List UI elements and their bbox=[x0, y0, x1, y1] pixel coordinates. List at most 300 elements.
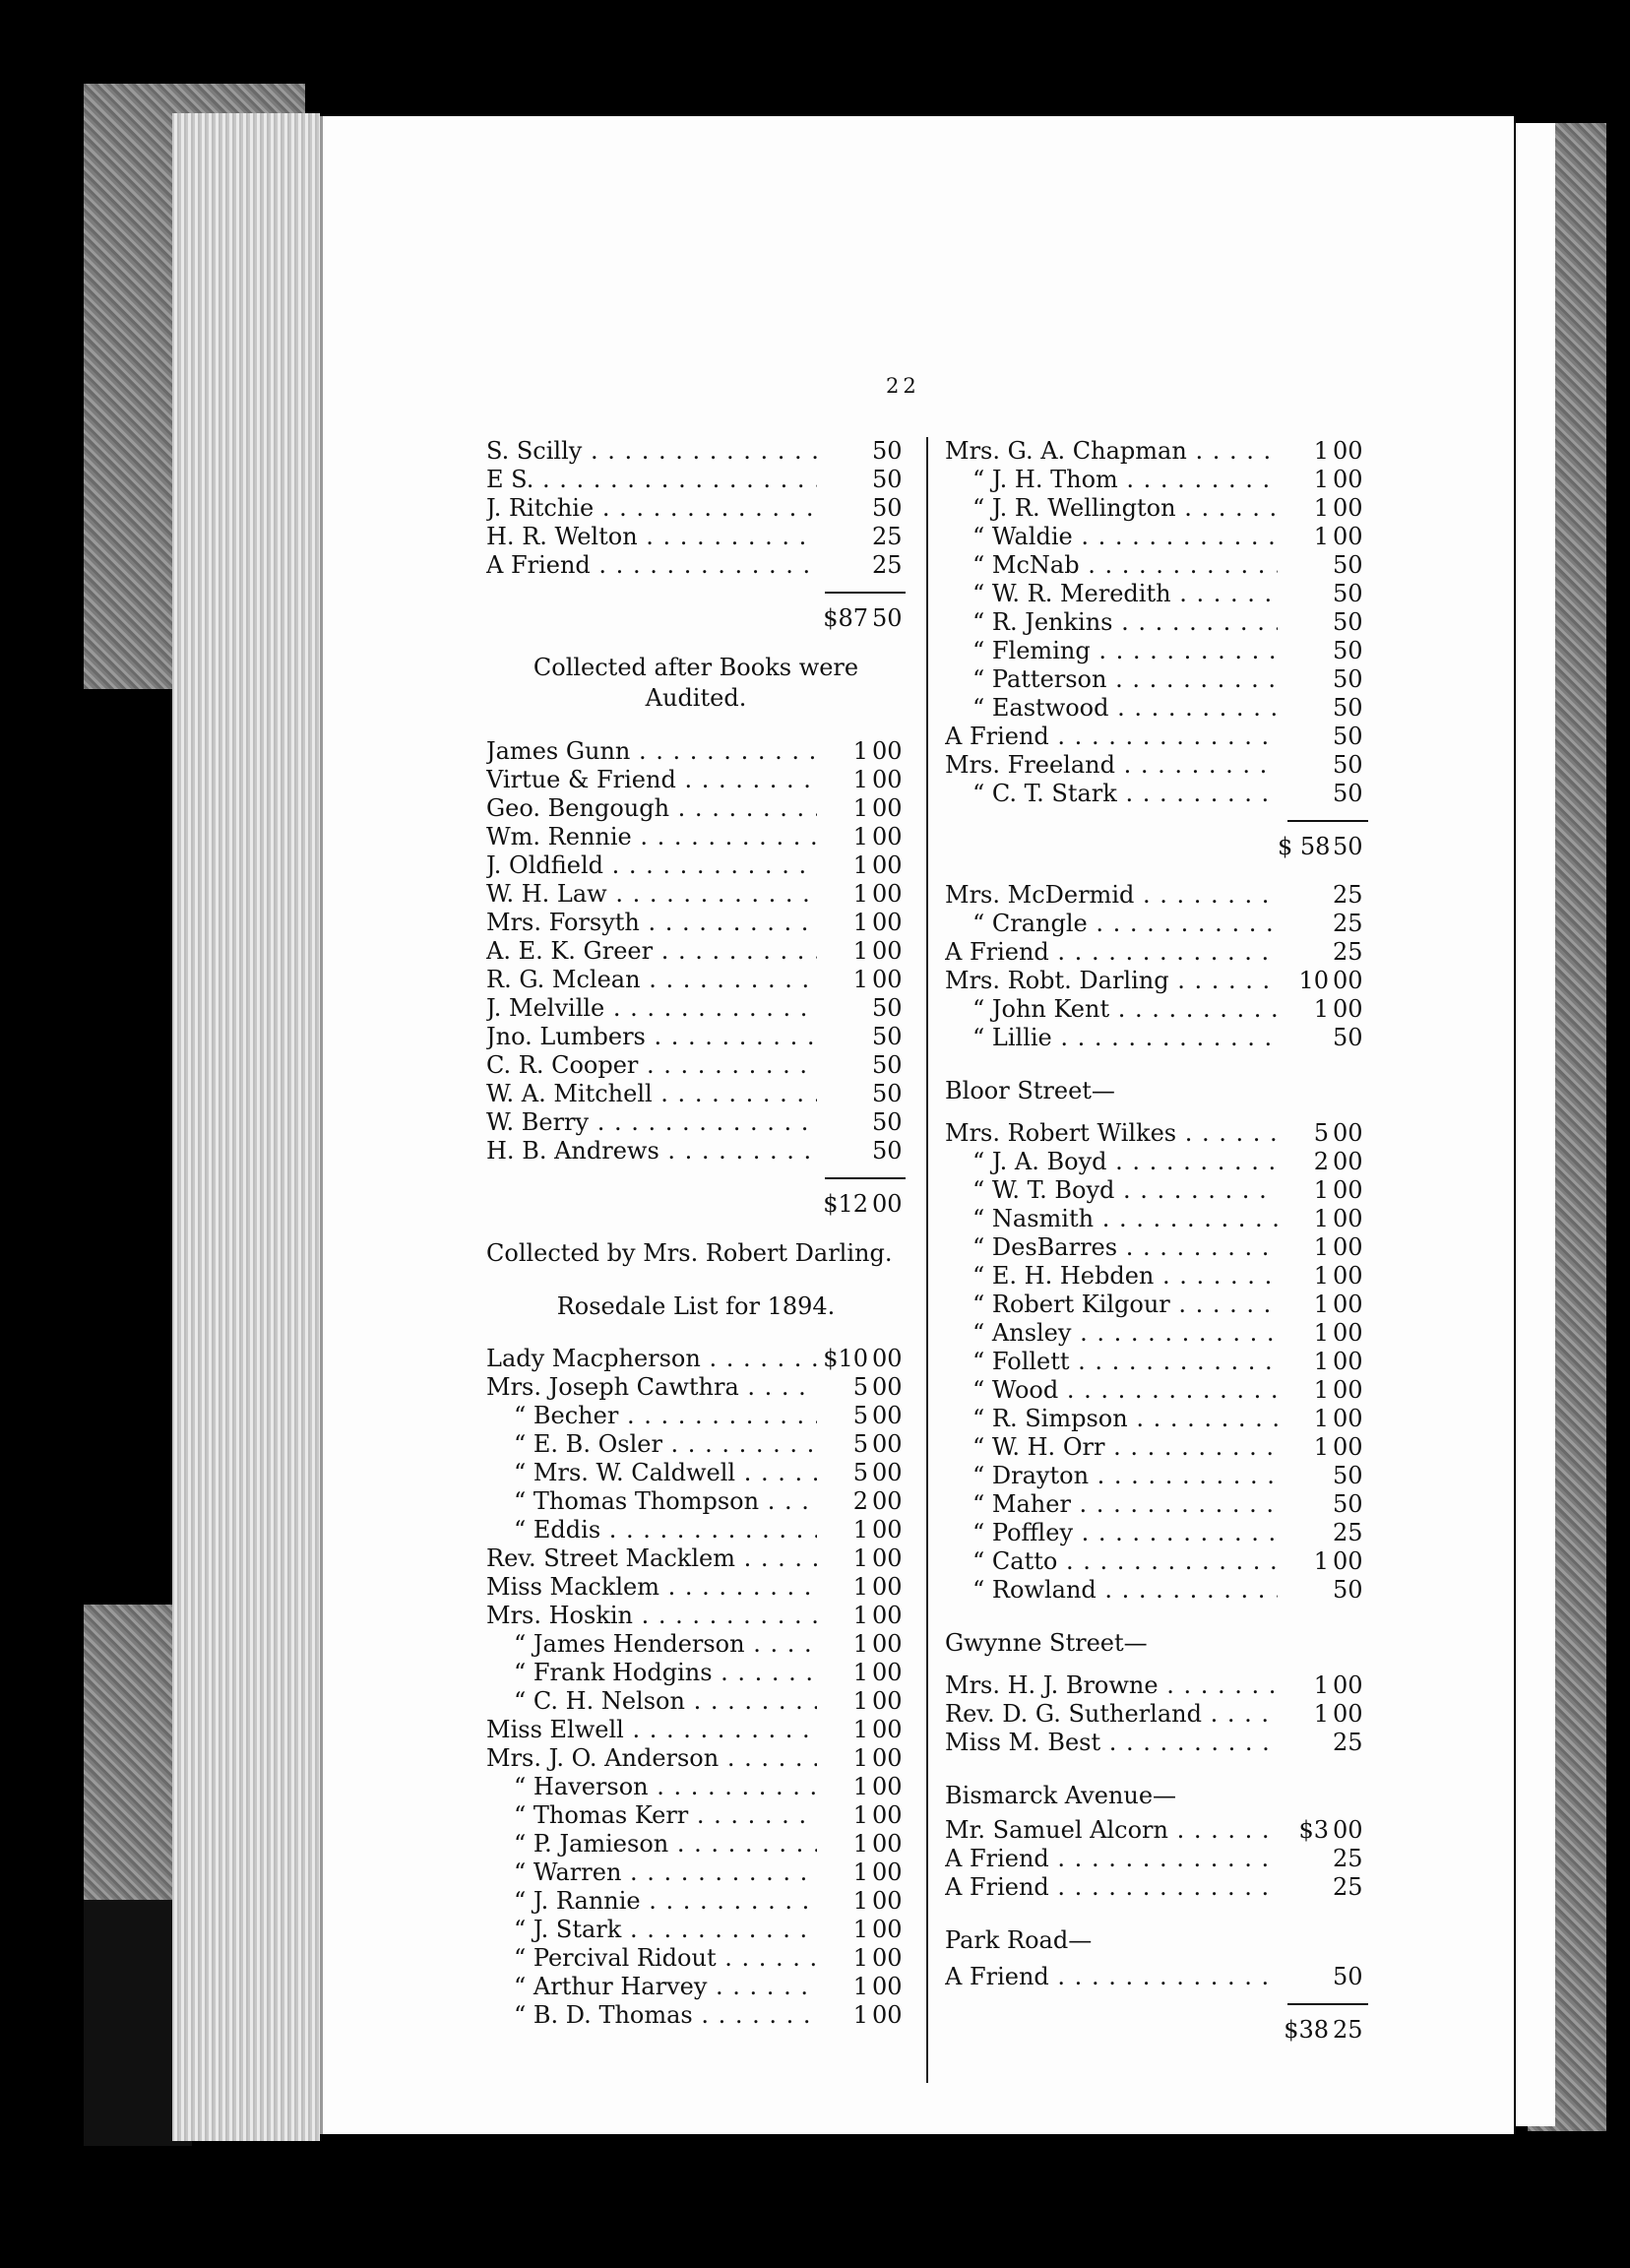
amount-cents: 50 bbox=[872, 1023, 903, 1050]
right-column bbox=[945, 437, 1366, 2050]
list-item bbox=[945, 1148, 1366, 1176]
amount-cents: 00 bbox=[872, 1373, 903, 1401]
amount-cents: 00 bbox=[1333, 1700, 1363, 1728]
amount-cents: 00 bbox=[872, 1858, 903, 1886]
amount-cents: 00 bbox=[1333, 1433, 1363, 1461]
amount-dollars: 1 bbox=[852, 1573, 868, 1601]
amount-dollars: 1 bbox=[1313, 1348, 1329, 1375]
amount-cents: 00 bbox=[872, 1402, 903, 1429]
donor-name: “ R. Simpson . . . bbox=[972, 1405, 1278, 1432]
amount-cents: 50 bbox=[1333, 608, 1363, 636]
amount-cents: 50 bbox=[1333, 780, 1363, 807]
list-item bbox=[945, 1405, 1366, 1433]
list-item bbox=[486, 1659, 906, 1687]
list-item bbox=[945, 466, 1366, 494]
donor-name: H. B. Andrews . . . bbox=[486, 1137, 817, 1165]
list-item bbox=[945, 751, 1366, 780]
donor-name: A Friend . . . bbox=[945, 938, 1278, 966]
audited-entries-list bbox=[486, 737, 906, 1166]
donor-name: “ Waldie . . . bbox=[972, 523, 1278, 550]
amount-dollars: 1 bbox=[852, 1801, 868, 1829]
list-item bbox=[486, 1830, 906, 1858]
amount-dollars: 1 bbox=[1313, 1176, 1329, 1204]
amount-dollars: 5 bbox=[852, 1430, 868, 1458]
list-item bbox=[486, 1973, 906, 2001]
donor-name: James Gunn . . . bbox=[486, 737, 817, 765]
amount-cents: 50 bbox=[1333, 1963, 1363, 1990]
amount-cents: 25 bbox=[872, 523, 903, 550]
list-item bbox=[486, 1801, 906, 1830]
donor-name: Lady Macpherson . . . bbox=[486, 1345, 817, 1372]
amount-cents: 50 bbox=[1333, 1490, 1363, 1518]
amount-cents: 25 bbox=[1333, 1845, 1363, 1872]
amount-dollars: 1 bbox=[1313, 1262, 1329, 1290]
amount-dollars: 1 bbox=[1313, 1405, 1329, 1432]
list-item bbox=[486, 1944, 906, 1973]
donor-name: R. G. Mclean . . . bbox=[486, 966, 817, 993]
amount-cents: 00 bbox=[872, 1573, 903, 1601]
list-item bbox=[486, 1544, 906, 1573]
bismarck-heading: Bismarck Avenue— bbox=[945, 1782, 1177, 1809]
park-heading: Park Road— bbox=[945, 1926, 1093, 1954]
donor-name: “ Robert Kilgour . . . bbox=[972, 1291, 1278, 1318]
donor-name: “ Crangle . . . bbox=[972, 910, 1278, 937]
total-cents: 00 bbox=[872, 1190, 903, 1218]
list-item bbox=[486, 1430, 906, 1459]
donor-name: Rev. D. G. Sutherland . . . bbox=[945, 1700, 1278, 1728]
amount-cents: 00 bbox=[1333, 1262, 1363, 1290]
donor-name: “ Becher . . . bbox=[514, 1402, 817, 1429]
amount-cents: 00 bbox=[872, 1487, 903, 1515]
donor-name: H. R. Welton . . . bbox=[486, 523, 817, 550]
amount-cents: 00 bbox=[1333, 1119, 1363, 1147]
total-dollars: $12 bbox=[823, 1190, 868, 1218]
donor-name: Wm. Rennie . . . bbox=[486, 823, 817, 850]
list-item bbox=[945, 608, 1366, 637]
amount-dollars: 1 bbox=[1313, 995, 1329, 1023]
amount-dollars: 1 bbox=[852, 909, 868, 936]
amount-dollars: 1 bbox=[852, 1602, 868, 1629]
amount-dollars: 1 bbox=[1313, 1376, 1329, 1404]
donor-name: “ J. H. Thom . . . bbox=[972, 466, 1278, 493]
amount-cents: 00 bbox=[872, 1944, 903, 1972]
donor-name: Miss Elwell . . . bbox=[486, 1716, 817, 1743]
amount-dollars: 1 bbox=[852, 794, 868, 822]
amount-cents: 00 bbox=[872, 1687, 903, 1715]
donor-name: Mrs. H. J. Browne . . . bbox=[945, 1671, 1278, 1699]
amount-dollars: 1 bbox=[852, 823, 868, 850]
amount-dollars: 1 bbox=[852, 1858, 868, 1886]
amount-cents: 00 bbox=[1333, 1376, 1363, 1404]
total-rule bbox=[1287, 2003, 1368, 2015]
amount-cents: 00 bbox=[872, 1830, 903, 1858]
amount-dollars: 1 bbox=[852, 766, 868, 793]
amount-cents: 50 bbox=[872, 437, 903, 465]
gwynne-entries-list bbox=[945, 1671, 1366, 1757]
list-item bbox=[945, 1490, 1366, 1519]
amount-cents: 50 bbox=[1333, 665, 1363, 693]
list-item bbox=[486, 1137, 906, 1166]
list-item bbox=[945, 494, 1366, 523]
page-edges bbox=[172, 113, 320, 2141]
donor-name: Mrs. J. O. Anderson . . . bbox=[486, 1744, 817, 1772]
bismarck-entries-list bbox=[945, 1816, 1366, 1902]
amount-cents: 00 bbox=[872, 1659, 903, 1686]
final-total bbox=[945, 2015, 1366, 2050]
list-item bbox=[486, 937, 906, 966]
list-item bbox=[486, 880, 906, 909]
list-item bbox=[486, 1487, 906, 1516]
donor-name: “ Fleming . . . bbox=[972, 637, 1278, 664]
donor-name: “ E. B. Osler . . . bbox=[514, 1430, 817, 1458]
donor-name: “ Eastwood . . . bbox=[972, 694, 1278, 722]
donor-name: “ Frank Hodgins . . . bbox=[514, 1659, 817, 1686]
amount-dollars: 1 bbox=[852, 2001, 868, 2029]
amount-dollars: 1 bbox=[852, 1773, 868, 1800]
donor-name: “ C. H. Nelson . . . bbox=[514, 1687, 817, 1715]
amount-cents: 00 bbox=[872, 823, 903, 850]
amount-cents: 00 bbox=[1333, 1671, 1363, 1699]
amount-dollars: 1 bbox=[852, 937, 868, 965]
amount-dollars: 1 bbox=[852, 1659, 868, 1686]
donor-name: Mr. Samuel Alcorn . . . bbox=[945, 1816, 1278, 1844]
amount-cents: 50 bbox=[1333, 751, 1363, 779]
donor-name: “ P. Jamieson . . . bbox=[514, 1830, 817, 1858]
amount-cents: 00 bbox=[872, 1516, 903, 1544]
amount-cents: 50 bbox=[872, 466, 903, 493]
list-item bbox=[486, 1773, 906, 1801]
donor-name: “ W. H. Orr . . . bbox=[972, 1433, 1278, 1461]
list-item bbox=[486, 1373, 906, 1402]
list-item bbox=[945, 995, 1366, 1024]
amount-dollars: 1 bbox=[852, 1944, 868, 1972]
amount-cents: 50 bbox=[1333, 1024, 1363, 1051]
amount-cents: 50 bbox=[1333, 1462, 1363, 1489]
amount-cents: 00 bbox=[872, 766, 903, 793]
list-item bbox=[945, 1576, 1366, 1605]
donor-name: J. Oldfield . . . bbox=[486, 851, 817, 879]
list-item bbox=[945, 665, 1366, 694]
donor-name: “ Thomas Thompson . . . bbox=[514, 1487, 817, 1515]
amount-dollars: 1 bbox=[1313, 494, 1329, 522]
amount-cents: 25 bbox=[1333, 881, 1363, 909]
donor-name: “ Haverson . . . bbox=[514, 1773, 817, 1800]
donor-name: “ Lillie . . . bbox=[972, 1024, 1278, 1051]
list-item bbox=[486, 1858, 906, 1887]
donor-name: J. Ritchie . . . bbox=[486, 494, 817, 522]
amount-dollars: 1 bbox=[852, 1744, 868, 1772]
donor-name: “ E. H. Hebden . . . bbox=[972, 1262, 1278, 1290]
amount-cents: 50 bbox=[1333, 637, 1363, 664]
amount-cents: 50 bbox=[1333, 723, 1363, 750]
list-item bbox=[486, 737, 906, 766]
amount-cents: 00 bbox=[1333, 523, 1363, 550]
bloor-heading: Bloor Street— bbox=[945, 1077, 1115, 1104]
donor-name: “ B. D. Thomas . . . bbox=[514, 2001, 817, 2029]
donor-name: “ Patterson . . . bbox=[972, 665, 1278, 693]
list-item bbox=[945, 551, 1366, 580]
list-item bbox=[486, 1630, 906, 1659]
list-item bbox=[486, 1402, 906, 1430]
amount-cents: 00 bbox=[872, 1973, 903, 2000]
amount-cents: 00 bbox=[1333, 995, 1363, 1023]
top-entries-list bbox=[486, 437, 906, 580]
amount-cents: 00 bbox=[872, 1544, 903, 1572]
list-item bbox=[945, 694, 1366, 723]
amount-cents: 00 bbox=[1333, 1348, 1363, 1375]
facing-page-edge bbox=[1516, 123, 1555, 2126]
donor-name: “ Warren . . . bbox=[514, 1858, 817, 1886]
donor-name: “ Poffley . . . bbox=[972, 1519, 1278, 1546]
list-item bbox=[486, 1887, 906, 1916]
donor-name: “ J. Stark . . . bbox=[514, 1916, 817, 1943]
donor-name: “ Ansley . . . bbox=[972, 1319, 1278, 1347]
amount-dollars: 1 bbox=[852, 1544, 868, 1572]
amount-cents: 00 bbox=[872, 1602, 903, 1629]
donor-name: A. E. K. Greer . . . bbox=[486, 937, 817, 965]
donor-name: Rev. Street Macklem . . . bbox=[486, 1544, 817, 1572]
amount-cents: 00 bbox=[872, 1744, 903, 1772]
amount-dollars: 1 bbox=[1313, 466, 1329, 493]
amount-cents: 50 bbox=[872, 494, 903, 522]
donor-name: C. R. Cooper . . . bbox=[486, 1051, 817, 1079]
list-item bbox=[945, 1233, 1366, 1262]
donor-name: “ James Henderson . . . bbox=[514, 1630, 817, 1658]
amount-dollars: 1 bbox=[1313, 1205, 1329, 1232]
amount-dollars: 5 bbox=[1313, 1119, 1329, 1147]
amount-cents: 00 bbox=[1333, 466, 1363, 493]
donor-name: “ J. R. Wellington . . . bbox=[972, 494, 1278, 522]
amount-cents: 25 bbox=[1333, 938, 1363, 966]
donor-name: A Friend . . . bbox=[945, 1873, 1278, 1901]
amount-dollars: 5 bbox=[852, 1373, 868, 1401]
donor-name: Mrs. Freeland . . . bbox=[945, 751, 1278, 779]
amount-dollars: 1 bbox=[1313, 437, 1329, 465]
donor-name: “ Drayton . . . bbox=[972, 1462, 1278, 1489]
amount-cents: 00 bbox=[872, 880, 903, 908]
donor-name: “ J. A. Boyd . . . bbox=[972, 1148, 1278, 1175]
amount-dollars: 1 bbox=[852, 1973, 868, 2000]
amount-cents: 00 bbox=[1333, 1205, 1363, 1232]
list-item bbox=[945, 1319, 1366, 1348]
list-item bbox=[945, 580, 1366, 608]
amount-cents: 00 bbox=[1333, 1233, 1363, 1261]
donor-name: Geo. Bengough . . . bbox=[486, 794, 817, 822]
list-item bbox=[945, 1816, 1366, 1845]
column-divider bbox=[926, 437, 928, 2083]
amount-dollars: 5 bbox=[852, 1402, 868, 1429]
amount-cents: 50 bbox=[872, 1137, 903, 1165]
list-item bbox=[945, 1845, 1366, 1873]
list-item bbox=[486, 1345, 906, 1373]
donor-name: “ C. T. Stark . . . bbox=[972, 780, 1278, 807]
list-item bbox=[945, 1547, 1366, 1576]
list-item bbox=[945, 723, 1366, 751]
list-item bbox=[486, 994, 906, 1023]
amount-cents: 50 bbox=[1333, 694, 1363, 722]
amount-dollars: 1 bbox=[852, 1887, 868, 1915]
amount-cents: 50 bbox=[1333, 580, 1363, 607]
list-item bbox=[486, 494, 906, 523]
list-item bbox=[486, 2001, 906, 2030]
amount-cents: 00 bbox=[872, 851, 903, 879]
amount-dollars: 1 bbox=[852, 966, 868, 993]
list-item bbox=[945, 1873, 1366, 1902]
list-item bbox=[486, 1744, 906, 1773]
donor-name: Virtue & Friend . . . bbox=[486, 766, 817, 793]
list-item bbox=[945, 881, 1366, 910]
list-item bbox=[945, 1462, 1366, 1490]
chapman-entries-list bbox=[945, 437, 1366, 808]
list-item bbox=[945, 1205, 1366, 1233]
donor-name: “ Rowland . . . bbox=[972, 1576, 1278, 1604]
list-item bbox=[945, 1119, 1366, 1148]
donor-name: Mrs. McDermid . . . bbox=[945, 881, 1278, 909]
amount-dollars: 1 bbox=[1313, 1671, 1329, 1699]
amount-dollars: 1 bbox=[852, 1916, 868, 1943]
amount-cents: 00 bbox=[1333, 1547, 1363, 1575]
bloor-entries-list bbox=[945, 1119, 1366, 1605]
amount-cents: 00 bbox=[872, 2001, 903, 2029]
amount-cents: 25 bbox=[872, 551, 903, 579]
list-item bbox=[486, 1051, 906, 1080]
amount-cents: 50 bbox=[1333, 1576, 1363, 1604]
amount-cents: 00 bbox=[1333, 1319, 1363, 1347]
amount-dollars: 2 bbox=[1313, 1148, 1329, 1175]
amount-cents: 25 bbox=[1333, 1729, 1363, 1756]
donor-name: A Friend . . . bbox=[945, 723, 1278, 750]
amount-dollars: $3 bbox=[1298, 1816, 1329, 1844]
list-item bbox=[945, 780, 1366, 808]
left-column bbox=[486, 437, 906, 2030]
list-item bbox=[945, 1348, 1366, 1376]
amount-cents: 00 bbox=[1333, 1291, 1363, 1318]
amount-cents: 50 bbox=[872, 1051, 903, 1079]
amount-cents: 00 bbox=[1333, 437, 1363, 465]
audited-total bbox=[486, 1189, 906, 1225]
list-item bbox=[486, 823, 906, 851]
list-item bbox=[486, 1687, 906, 1716]
donor-name: W. A. Mitchell . . . bbox=[486, 1080, 817, 1107]
list-item bbox=[486, 909, 906, 937]
list-item bbox=[945, 1519, 1366, 1547]
total-dollars: $38 bbox=[1284, 2016, 1329, 2044]
park-entries-list bbox=[945, 1963, 1366, 1991]
amount-cents: 00 bbox=[1333, 1148, 1363, 1175]
list-item bbox=[945, 938, 1366, 967]
list-item bbox=[945, 1024, 1366, 1052]
amount-dollars: 1 bbox=[1313, 1319, 1329, 1347]
list-item bbox=[486, 966, 906, 994]
list-item bbox=[486, 794, 906, 823]
amount-cents: 50 bbox=[872, 1080, 903, 1107]
donor-name: S. Scilly . . . bbox=[486, 437, 817, 465]
list-item bbox=[945, 1963, 1366, 1991]
amount-dollars: 10 bbox=[1298, 967, 1329, 994]
donor-name: Mrs. Hoskin . . . bbox=[486, 1602, 817, 1629]
amount-dollars: 2 bbox=[852, 1487, 868, 1515]
list-item bbox=[486, 466, 906, 494]
donor-name: Mrs. G. A. Chapman . . . bbox=[945, 437, 1278, 465]
amount-cents: 50 bbox=[872, 994, 903, 1022]
list-item bbox=[486, 851, 906, 880]
amount-cents: 00 bbox=[1333, 1816, 1363, 1844]
amount-cents: 00 bbox=[872, 909, 903, 936]
rosedale-entries-list bbox=[486, 1345, 906, 2030]
amount-cents: 00 bbox=[872, 1716, 903, 1743]
list-item bbox=[945, 1176, 1366, 1205]
list-item bbox=[486, 1080, 906, 1108]
list-item bbox=[945, 1262, 1366, 1291]
amount-dollars: 1 bbox=[852, 1516, 868, 1544]
list-item bbox=[486, 1573, 906, 1602]
amount-dollars: 1 bbox=[1313, 1700, 1329, 1728]
amount-dollars: 1 bbox=[852, 737, 868, 765]
donor-name: W. Berry . . . bbox=[486, 1108, 817, 1136]
amount-dollars: 1 bbox=[852, 1716, 868, 1743]
page-number: 22 bbox=[886, 374, 920, 398]
amount-cents: 50 bbox=[1333, 551, 1363, 579]
donor-name: E S. . . . bbox=[486, 466, 817, 493]
total-rule bbox=[1287, 820, 1368, 832]
donor-name: “ Arthur Harvey . . . bbox=[514, 1973, 817, 2000]
donor-name: “ John Kent . . . bbox=[972, 995, 1278, 1023]
donor-name: Mrs. Robt. Darling . . . bbox=[945, 967, 1278, 994]
amount-cents: 00 bbox=[872, 937, 903, 965]
list-item bbox=[486, 1516, 906, 1544]
donor-name: A Friend . . . bbox=[486, 551, 817, 579]
amount-cents: 00 bbox=[872, 1459, 903, 1486]
list-item bbox=[486, 437, 906, 466]
list-item bbox=[945, 1671, 1366, 1700]
donor-name: “ Eddis . . . bbox=[514, 1516, 817, 1544]
amount-cents: 00 bbox=[872, 1801, 903, 1829]
donor-name: “ Catto . . . bbox=[972, 1547, 1278, 1575]
total-cents: 50 bbox=[872, 604, 903, 632]
list-item bbox=[486, 766, 906, 794]
list-item bbox=[945, 523, 1366, 551]
donor-name: W. H. Law . . . bbox=[486, 880, 817, 908]
donor-name: Mrs. Robert Wilkes . . . bbox=[945, 1119, 1278, 1147]
donor-name: J. Melville . . . bbox=[486, 994, 817, 1022]
total-dollars: $ 58 bbox=[1278, 833, 1331, 860]
list-item bbox=[486, 1716, 906, 1744]
amount-dollars: 1 bbox=[852, 1687, 868, 1715]
donor-name: “ J. Rannie . . . bbox=[514, 1887, 817, 1915]
total-cents: 25 bbox=[1333, 2016, 1363, 2044]
total-rule bbox=[825, 1177, 906, 1189]
list-item bbox=[486, 551, 906, 580]
donor-name: “ Thomas Kerr . . . bbox=[514, 1801, 817, 1829]
donor-name: A Friend . . . bbox=[945, 1963, 1278, 1990]
amount-cents: 00 bbox=[872, 794, 903, 822]
amount-cents: 00 bbox=[1333, 967, 1363, 994]
list-item bbox=[945, 910, 1366, 938]
amount-dollars: 1 bbox=[1313, 1233, 1329, 1261]
donor-name: “ Percival Ridout . . . bbox=[514, 1944, 817, 1972]
cover-shadow bbox=[84, 689, 172, 1605]
donor-name: Jno. Lumbers . . . bbox=[486, 1023, 817, 1050]
amount-cents: 00 bbox=[1333, 1405, 1363, 1432]
collected-by-heading: Collected by Mrs. Robert Darling. bbox=[486, 1239, 893, 1267]
amount-cents: 00 bbox=[872, 966, 903, 993]
list-item bbox=[945, 1729, 1366, 1757]
amount-dollars: $10 bbox=[823, 1345, 868, 1372]
list-item bbox=[486, 1108, 906, 1137]
amount-cents: 00 bbox=[872, 1887, 903, 1915]
list-item bbox=[945, 437, 1366, 466]
amount-cents: 50 bbox=[872, 1108, 903, 1136]
